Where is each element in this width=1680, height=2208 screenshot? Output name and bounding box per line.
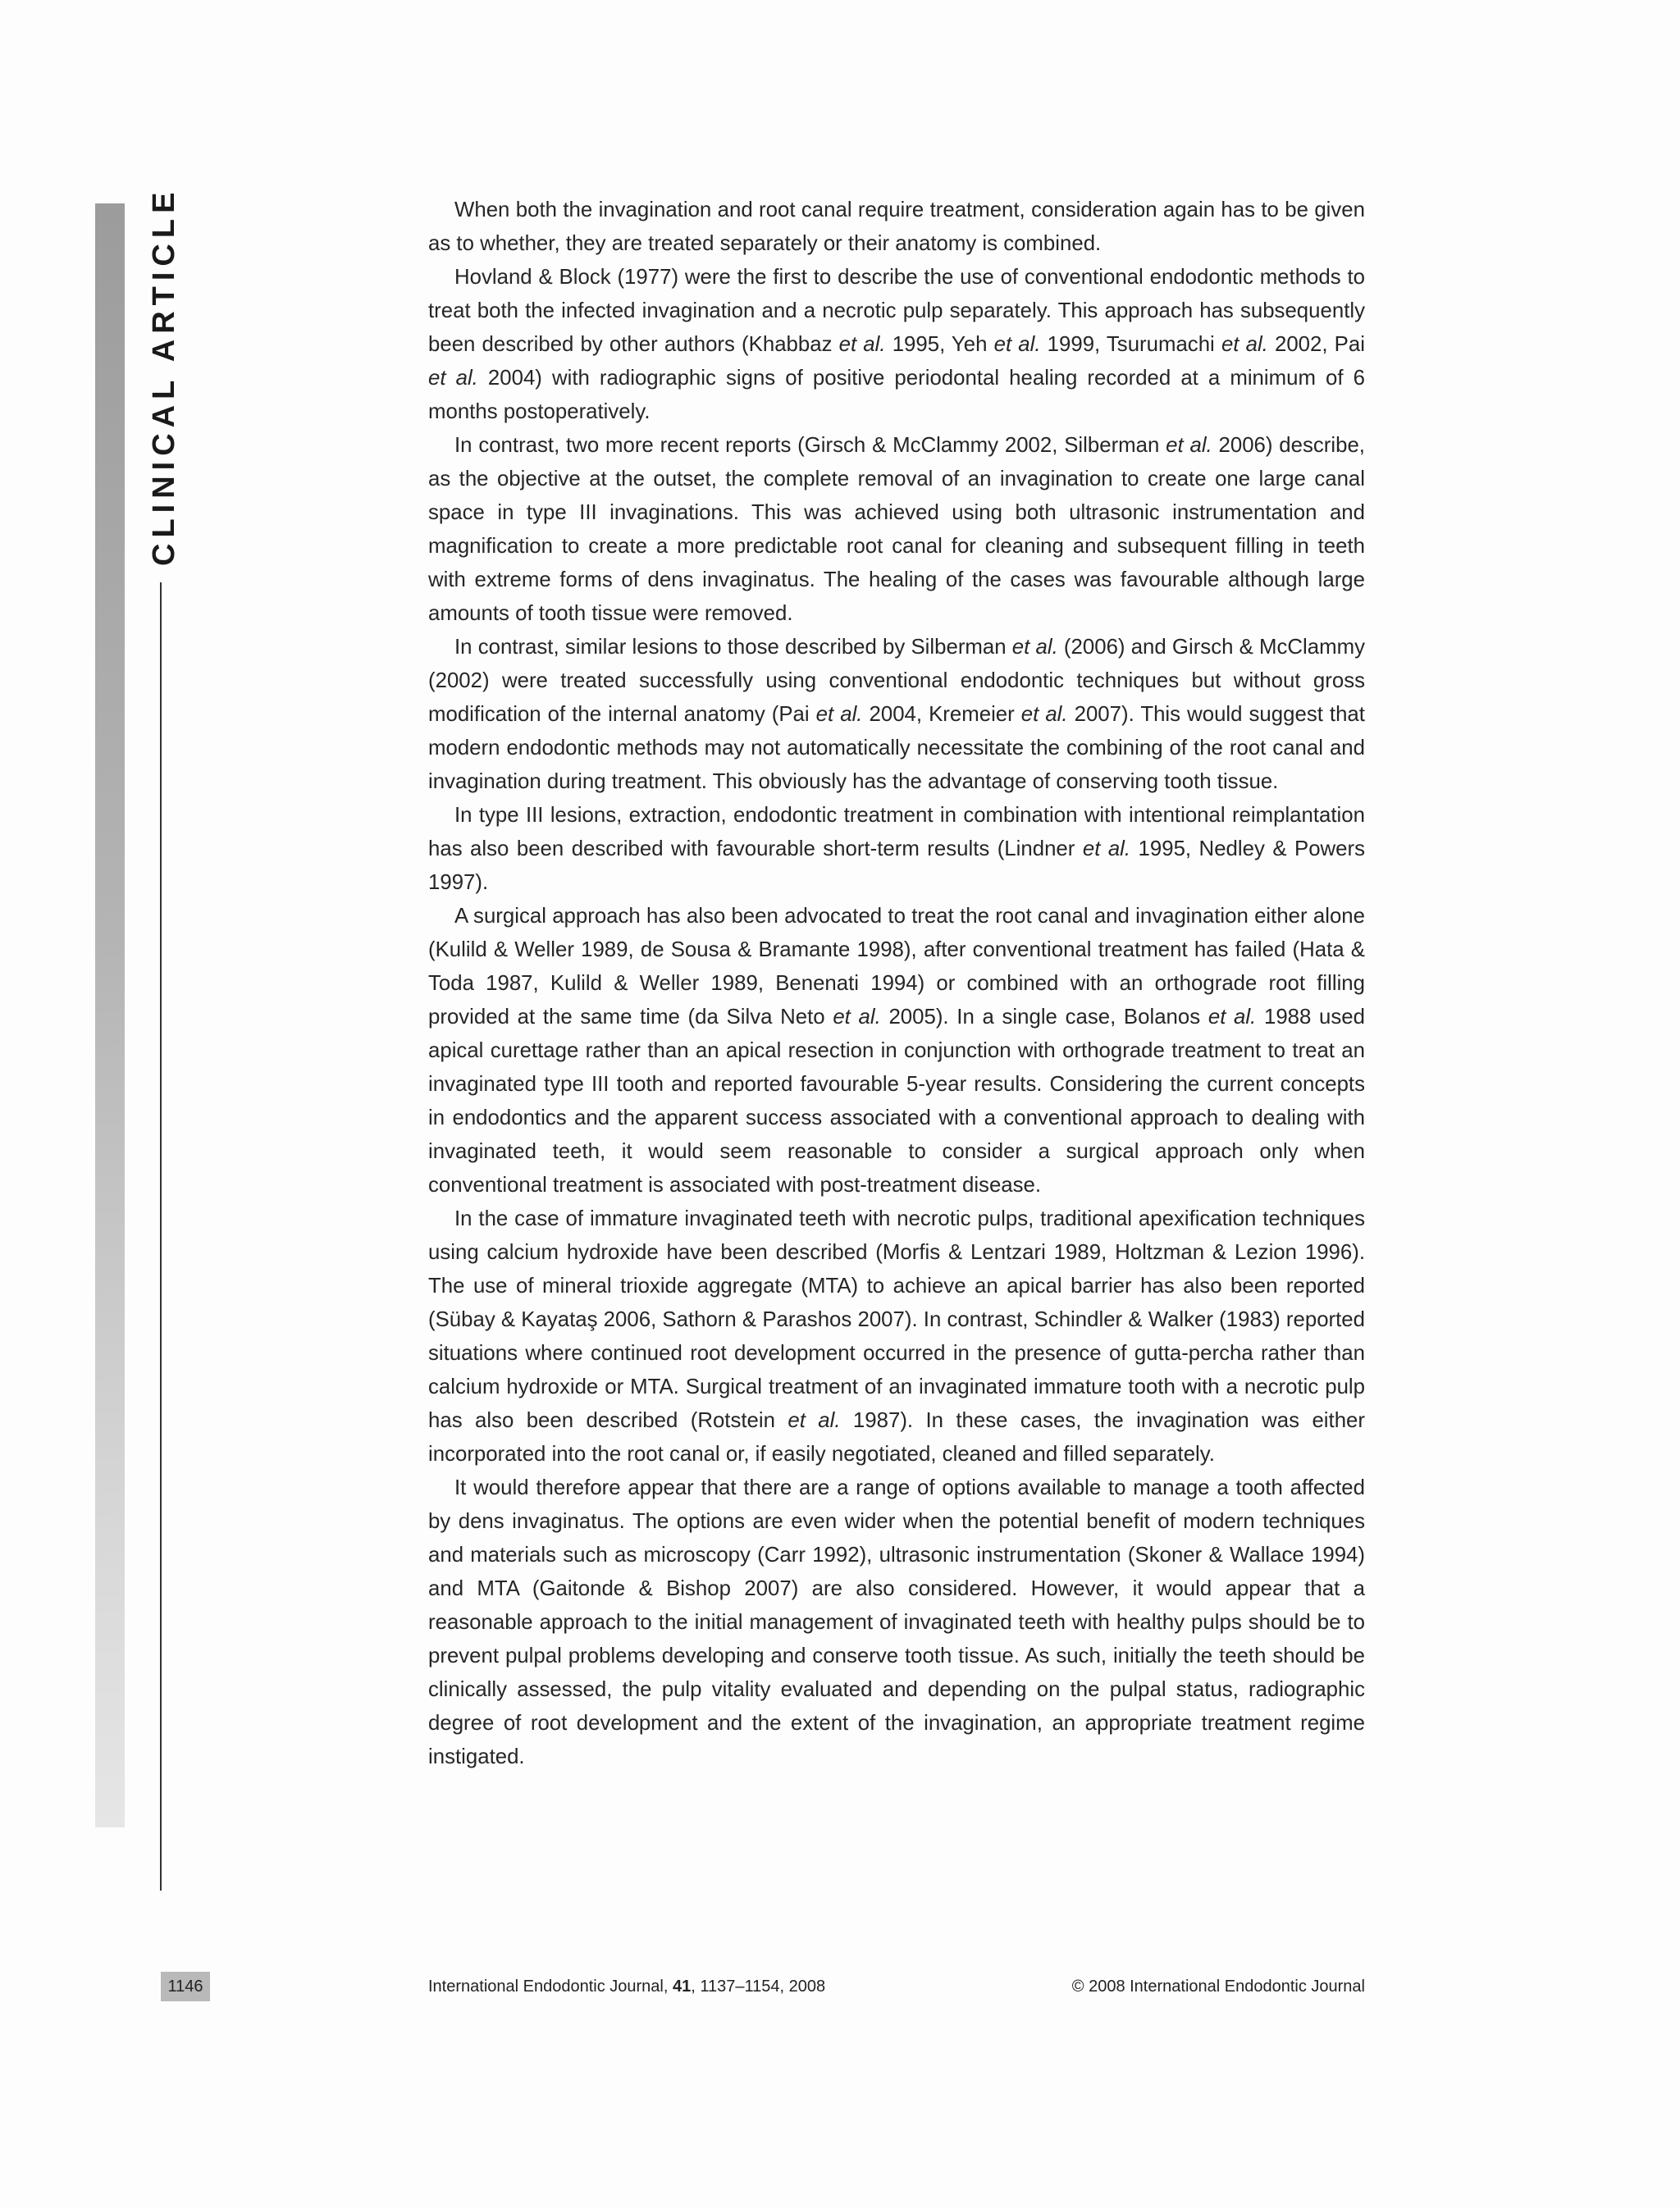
paragraph-text: 1987). In these cases, the invagination was either incorporated into the root canal or, if easily negotiated, cleaned and filled separately. bbox=[428, 1409, 1365, 1466]
italic-text: et al. bbox=[1020, 703, 1068, 726]
page-number: 1146 bbox=[161, 1972, 210, 2001]
journal-reference bbox=[428, 1972, 825, 2001]
side-gradient-bar bbox=[95, 203, 125, 1827]
paragraph-text: 1988 used apical curettage rather than an apical resection in conjunction with orthograde treatment to treat an invaginated type III tooth and reported favourable 5-year results. Considering the current concepts in endodontics and the apparent success associated with a conventional approach to dealing with invaginated teeth, it would seem reasonable to consider a surgical approach only when conventional treatment is associated with post-treatment disease. bbox=[428, 1006, 1365, 1197]
paragraph-text: When both the invagination and root canal require treatment, consideration again has to be given as to whether, they are treated separately or their anatomy is combined. bbox=[428, 198, 1365, 255]
body-paragraph bbox=[428, 261, 1365, 429]
paragraph-text: 2006) describe, as the objective at the outset, the complete removal of an invagination to create one large canal space in type III invaginations. This was achieved using both ultrasonic instrumentation and magnification to create a more predictable root canal for cleaning and subsequent filling in teeth with extreme forms of dens invaginatus. The healing of the cases was favourable although large amounts of tooth tissue were removed. bbox=[428, 434, 1365, 625]
page-footer bbox=[0, 1972, 1680, 2001]
paragraph-text: 2007). This would suggest that modern endodontic methods may not automatically necessitate the combining of the root canal and invagination during treatment. This obviously has the advantage of conserving tooth tissue. bbox=[428, 703, 1365, 793]
italic-text: et al. bbox=[838, 333, 886, 356]
journal-name: International Endodontic Journal, bbox=[428, 1978, 669, 1996]
body-paragraph bbox=[428, 194, 1365, 261]
italic-text: et al. bbox=[1082, 837, 1131, 860]
body-paragraph bbox=[428, 900, 1365, 1202]
body-paragraph bbox=[428, 1202, 1365, 1471]
section-label: CLINICAL ARTICLE bbox=[147, 186, 181, 566]
paragraph-text: 2004, Kremeier bbox=[862, 703, 1021, 726]
copyright-notice: © 2008 International Endodontic Journal bbox=[1071, 1978, 1365, 1996]
paragraph-text: (2006) and Girsch & McClammy (2002) were treated successfully using conventional endodontic techniques but without gross modification of the internal anatomy (Pai bbox=[428, 636, 1365, 726]
paragraph-text: In type III lesions, extraction, endodontic treatment in combination with intentional reimplantation has also been described with favourable short-term results (Lindner bbox=[428, 804, 1365, 860]
italic-text: et al. bbox=[833, 1006, 881, 1029]
italic-text: et al. bbox=[428, 367, 478, 390]
italic-text: et al. bbox=[1221, 333, 1268, 356]
article-body bbox=[428, 194, 1365, 1774]
journal-volume: 41 bbox=[672, 1978, 692, 1996]
paragraph-text: In contrast, similar lesions to those described by Silberman bbox=[454, 636, 1012, 659]
body-paragraph bbox=[428, 1471, 1365, 1774]
paragraph-text: It would therefore appear that there are a range of options available to manage a tooth affected by dens invaginatus. The options are even wider when the potential benefit of modern techniques and materials such as microscopy (Carr 1992), ultrasonic instrumentation (Skoner & Wallace 1994) and MTA (Gaitonde & Bishop 2007) are also considered. However, it would appear that a reasonable approach to the initial management of invaginated teeth with healthy pulps should be to prevent pulpal problems developing and conserve tooth tissue. As such, initially the teeth should be clinically assessed, the pulp vitality evaluated and depending on the pulpal status, radiographic degree of root development and the extent of the invagination, an appropriate treatment regime instigated. bbox=[428, 1476, 1365, 1768]
body-paragraph bbox=[428, 429, 1365, 631]
italic-text: et al. bbox=[1208, 1006, 1257, 1029]
italic-text: et al. bbox=[1166, 434, 1212, 457]
italic-text: et al. bbox=[788, 1409, 841, 1432]
paragraph-text: 1995, Yeh bbox=[885, 333, 994, 356]
paragraph-text: 2002, Pai bbox=[1267, 333, 1365, 356]
italic-text: et al. bbox=[993, 333, 1041, 356]
side-rule bbox=[160, 582, 162, 1891]
paragraph-text: 2004) with radiographic signs of positive periodontal healing recorded at a minimum of 6 months postoperatively. bbox=[428, 367, 1365, 423]
body-paragraph bbox=[428, 631, 1365, 799]
paragraph-text: A surgical approach has also been advocated to treat the root canal and invagination either alone (Kulild & Weller 1989, de Sousa & Bramante 1998), after conventional treatment has failed (Hata & Toda 1987, Kulild & Weller 1989, Benenati 1994) or combined with an orthograde root filling provided at the same time (da Silva Neto bbox=[428, 905, 1365, 1029]
body-paragraph bbox=[428, 799, 1365, 900]
italic-text: et al. bbox=[1011, 636, 1058, 659]
paragraph-text: In the case of immature invaginated teeth with necrotic pulps, traditional apexification techniques using calcium hydroxide have been described (Morfis & Lentzari 1989, Holtzman & Lezion 1996). The use of mineral trioxide aggregate (MTA) to achieve an apical barrier has also been reported (Sübay & Kayataş 2006, Sathorn & Parashos 2007). In contrast, Schindler & Walker (1983) reported situations where continued root development occurred in the presence of gutta-percha rather than calcium hydroxide or MTA. Surgical treatment of an invaginated immature tooth with a necrotic pulp has also been described (Rotstein bbox=[428, 1207, 1365, 1432]
italic-text: et al. bbox=[815, 703, 863, 726]
paragraph-text: Hovland & Block (1977) were the first to describe the use of conventional endodontic methods to treat both the infected invagination and a necrotic pulp separately. This approach has subsequently been described by other authors (Khabbaz bbox=[428, 266, 1365, 356]
paragraph-text: 1999, Tsurumachi bbox=[1040, 333, 1221, 356]
paragraph-text: In contrast, two more recent reports (Girsch & McClammy 2002, Silberman bbox=[454, 434, 1166, 457]
journal-pages-year: , 1137–1154, 2008 bbox=[691, 1978, 826, 1996]
paragraph-text: 2005). In a single case, Bolanos bbox=[880, 1006, 1208, 1029]
paragraph-text: 1995, Nedley & Powers 1997). bbox=[428, 837, 1366, 894]
